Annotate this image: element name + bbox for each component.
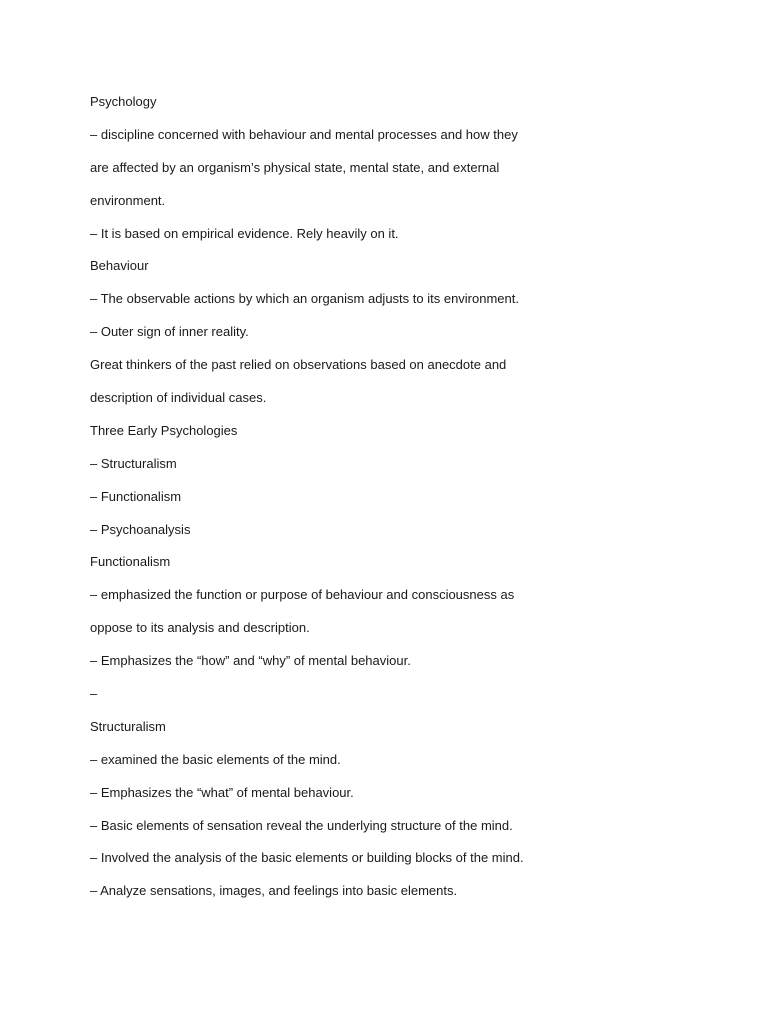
heading-psychology: Psychology — [90, 94, 157, 109]
text-line: – Basic elements of sensation reveal the underlying structure of the mind. — [90, 817, 513, 833]
text-line: oppose to its analysis and description. — [90, 620, 310, 636]
text-line: – emphasized the function or purpose of behaviour and consciousness as — [90, 587, 515, 603]
text-line: – — [90, 686, 98, 702]
text-line: – Emphasizes the “what” of mental behaviour. — [90, 784, 354, 800]
text-line: – Emphasizes the “how” and “why” of mental behaviour. — [90, 653, 411, 669]
list-item: – Structuralism — [90, 455, 177, 471]
text-line: – The observable actions by which an organism adjusts to its environment. — [90, 291, 519, 307]
text-line: – examined the basic elements of the mind. — [90, 751, 341, 767]
text-line: – Involved the analysis of the basic elements or building blocks of the mind. — [90, 850, 524, 866]
heading-structuralism: Structuralism — [90, 718, 166, 734]
text-line: – Analyze sensations, images, and feelings into basic elements. — [90, 883, 458, 899]
list-item: – Functionalism — [90, 488, 182, 504]
text-line: Great thinkers of the past relied on observations based on anecdote and — [90, 357, 507, 373]
list-item: – Psychoanalysis — [90, 521, 191, 537]
text-line: – discipline concerned with behaviour and mental processes and how they — [90, 126, 518, 142]
text-line: description of individual cases. — [90, 390, 267, 406]
document-body — [90, 92, 690, 914]
heading-behaviour: Behaviour — [90, 258, 149, 274]
text-line: – Outer sign of inner reality. — [90, 324, 249, 340]
heading-three-early-psychologies: Three Early Psychologies — [90, 422, 238, 438]
heading-functionalism: Functionalism — [90, 554, 171, 570]
text-line: environment. — [90, 192, 166, 208]
text-line: are affected by an organism’s physical state, mental state, and external — [90, 159, 500, 175]
text-line: – It is based on empirical evidence. Rely heavily on it. — [90, 225, 399, 241]
